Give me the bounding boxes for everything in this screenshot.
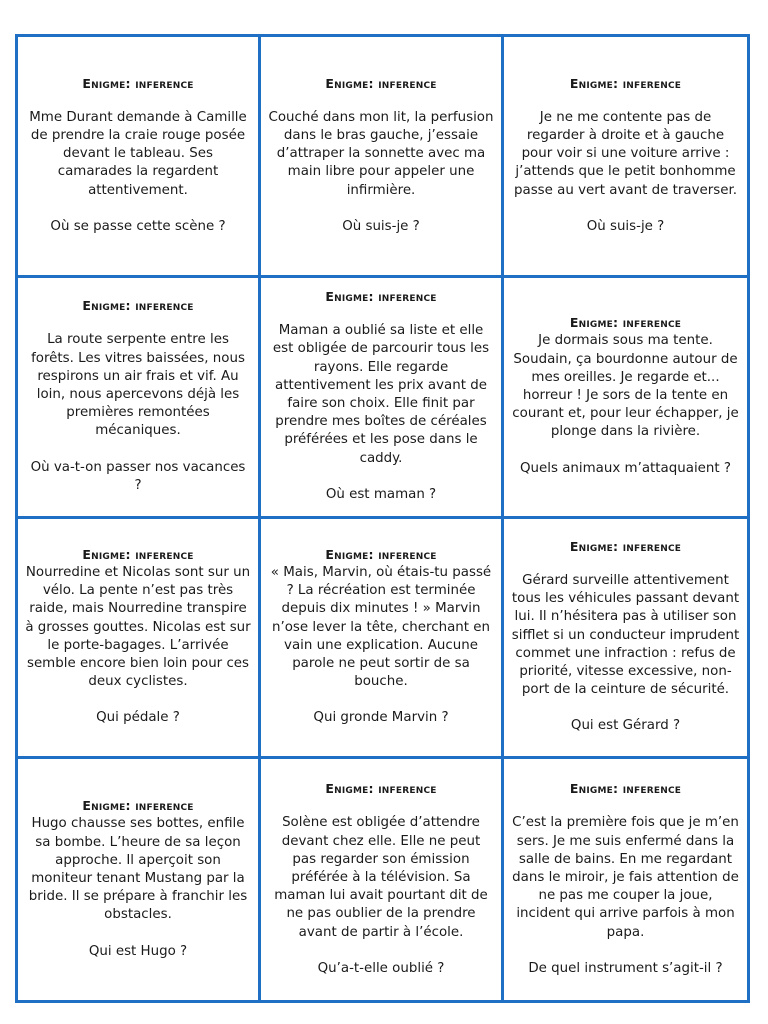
card-question: Qui est Hugo ? bbox=[88, 943, 188, 959]
card-question: Où va-t-on passer nos vacances ? bbox=[30, 459, 246, 493]
card-question: Qui pédale ? bbox=[96, 710, 180, 726]
card-question: Qu’a-t-elle oublié ? bbox=[317, 960, 445, 976]
riddle-card-6 bbox=[504, 278, 747, 519]
card-title: Enigme: inference bbox=[325, 547, 437, 563]
card-question: Où suis-je ? bbox=[342, 218, 420, 234]
riddle-card-8 bbox=[261, 519, 504, 760]
card-text: Couché dans mon lit, la perfusion dans le bras gauche, j’essaie d’attraper la sonnette avec ma main libre pour appeler une infirmière. bbox=[268, 109, 494, 198]
card-text: Je ne me contente pas de regarder à droite et à gauche pour voir si une voiture arrive : j’attends que le petit bonhomme passe au vert avant de traverser. bbox=[514, 109, 737, 198]
card-question: Qui gronde Marvin ? bbox=[313, 710, 449, 726]
riddle-card-2 bbox=[261, 37, 504, 278]
card-title: Enigme: inference bbox=[82, 75, 194, 91]
card-text: Hugo chausse ses bottes, enfile sa bombe. L’heure de sa leçon approche. Il aperçoit son moniteur tenant Mustang par la bride. Il se prépare à franchir les obstacles. bbox=[28, 816, 248, 923]
card-question: Où est maman ? bbox=[325, 486, 437, 502]
card-text: Maman a oublié sa liste et elle est obligée de parcourir tous les rayons. Elle regarde attentivement les prix avant de faire son choix. Elle finit par prendre mes boîtes de céréales préférées et les pose dans le caddy. bbox=[272, 323, 490, 466]
card-title: Enigme: inference bbox=[325, 289, 437, 305]
riddle-card-grid bbox=[15, 34, 750, 1003]
card-question: Où suis-je ? bbox=[586, 218, 665, 234]
card-title: Enigme: inference bbox=[569, 75, 682, 91]
card-question: De quel instrument s’agit-il ? bbox=[528, 960, 723, 976]
card-title: Enigme: inference bbox=[82, 798, 194, 814]
card-text: Solène est obligée d’attendre devant chez elle. Elle ne peut pas regarder son émission préférée à la télévision. Sa maman lui avait pourtant dit de ne pas oublier de la prendre avant de partir à l’école. bbox=[274, 815, 488, 940]
card-question: Qui est Gérard ? bbox=[570, 718, 681, 734]
card-text: Gérard surveille attentivement tous les véhicules passant devant lui. Il n’hésitera pas à utiliser son sifflet si un conducteur imprudent commet une infraction : refus de priorité, vitesse excessive, non-port de la ceinture de sécurité. bbox=[511, 573, 740, 698]
card-title: Enigme: inference bbox=[325, 781, 437, 797]
riddle-card-12 bbox=[504, 759, 747, 1000]
card-question: Où se passe cette scène ? bbox=[50, 218, 226, 234]
riddle-card-3 bbox=[504, 37, 747, 278]
riddle-card-5 bbox=[261, 278, 504, 519]
card-question: Quels animaux m’attaquaient ? bbox=[519, 460, 731, 476]
card-title: Enigme: inference bbox=[325, 75, 437, 91]
card-text: Nourredine et Nicolas sont sur un vélo. La pente n’est pas très raide, mais Nourredine transpire à grosses gouttes. Nicolas est sur le porte-bagages. L’arrivée semble encore bien loin pour ces deux cyclistes. bbox=[25, 565, 251, 690]
card-text: La route serpente entre les forêts. Les vitres baissées, nous respirons un air frais et vif. Au loin, nous apercevons déjà les premières remontées mécaniques. bbox=[31, 332, 245, 439]
card-title: Enigme: inference bbox=[569, 315, 682, 331]
riddle-card-7 bbox=[18, 519, 261, 760]
card-text: Je dormais sous ma tente. Soudain, ça bourdonne autour de mes oreilles. Je regarde et... horreur ! Je sors de la tente en courant et, pour leur échapper, je plonge dans la rivière. bbox=[512, 333, 739, 440]
riddle-card-1 bbox=[18, 37, 261, 278]
card-title: Enigme: inference bbox=[569, 539, 682, 555]
card-text: « Mais, Marvin, où étais-tu passé ? La récréation est terminée depuis dix minutes ! » Marvin n’ose lever la tête, cherchant en vain une explication. Aucune parole ne peut sortir de sa bouche. bbox=[270, 565, 492, 690]
card-title: Enigme: inference bbox=[82, 298, 194, 314]
card-text: C’est la première fois que je m’en sers. Je me suis enfermé dans la salle de bains. En me regardant dans le miroir, je fais attention de ne pas me couper la joue, incident qui arrive parfois à mon papa. bbox=[512, 815, 739, 940]
riddle-card-4 bbox=[18, 278, 261, 519]
card-title: Enigme: inference bbox=[82, 547, 194, 563]
riddle-card-10 bbox=[18, 759, 261, 1000]
card-title: Enigme: inference bbox=[569, 781, 682, 797]
card-text: Mme Durant demande à Camille de prendre la craie rouge posée devant le tableau. Ses camarades la regardent attentivement. bbox=[29, 109, 247, 198]
riddle-card-11 bbox=[261, 759, 504, 1000]
riddle-card-9 bbox=[504, 519, 747, 760]
